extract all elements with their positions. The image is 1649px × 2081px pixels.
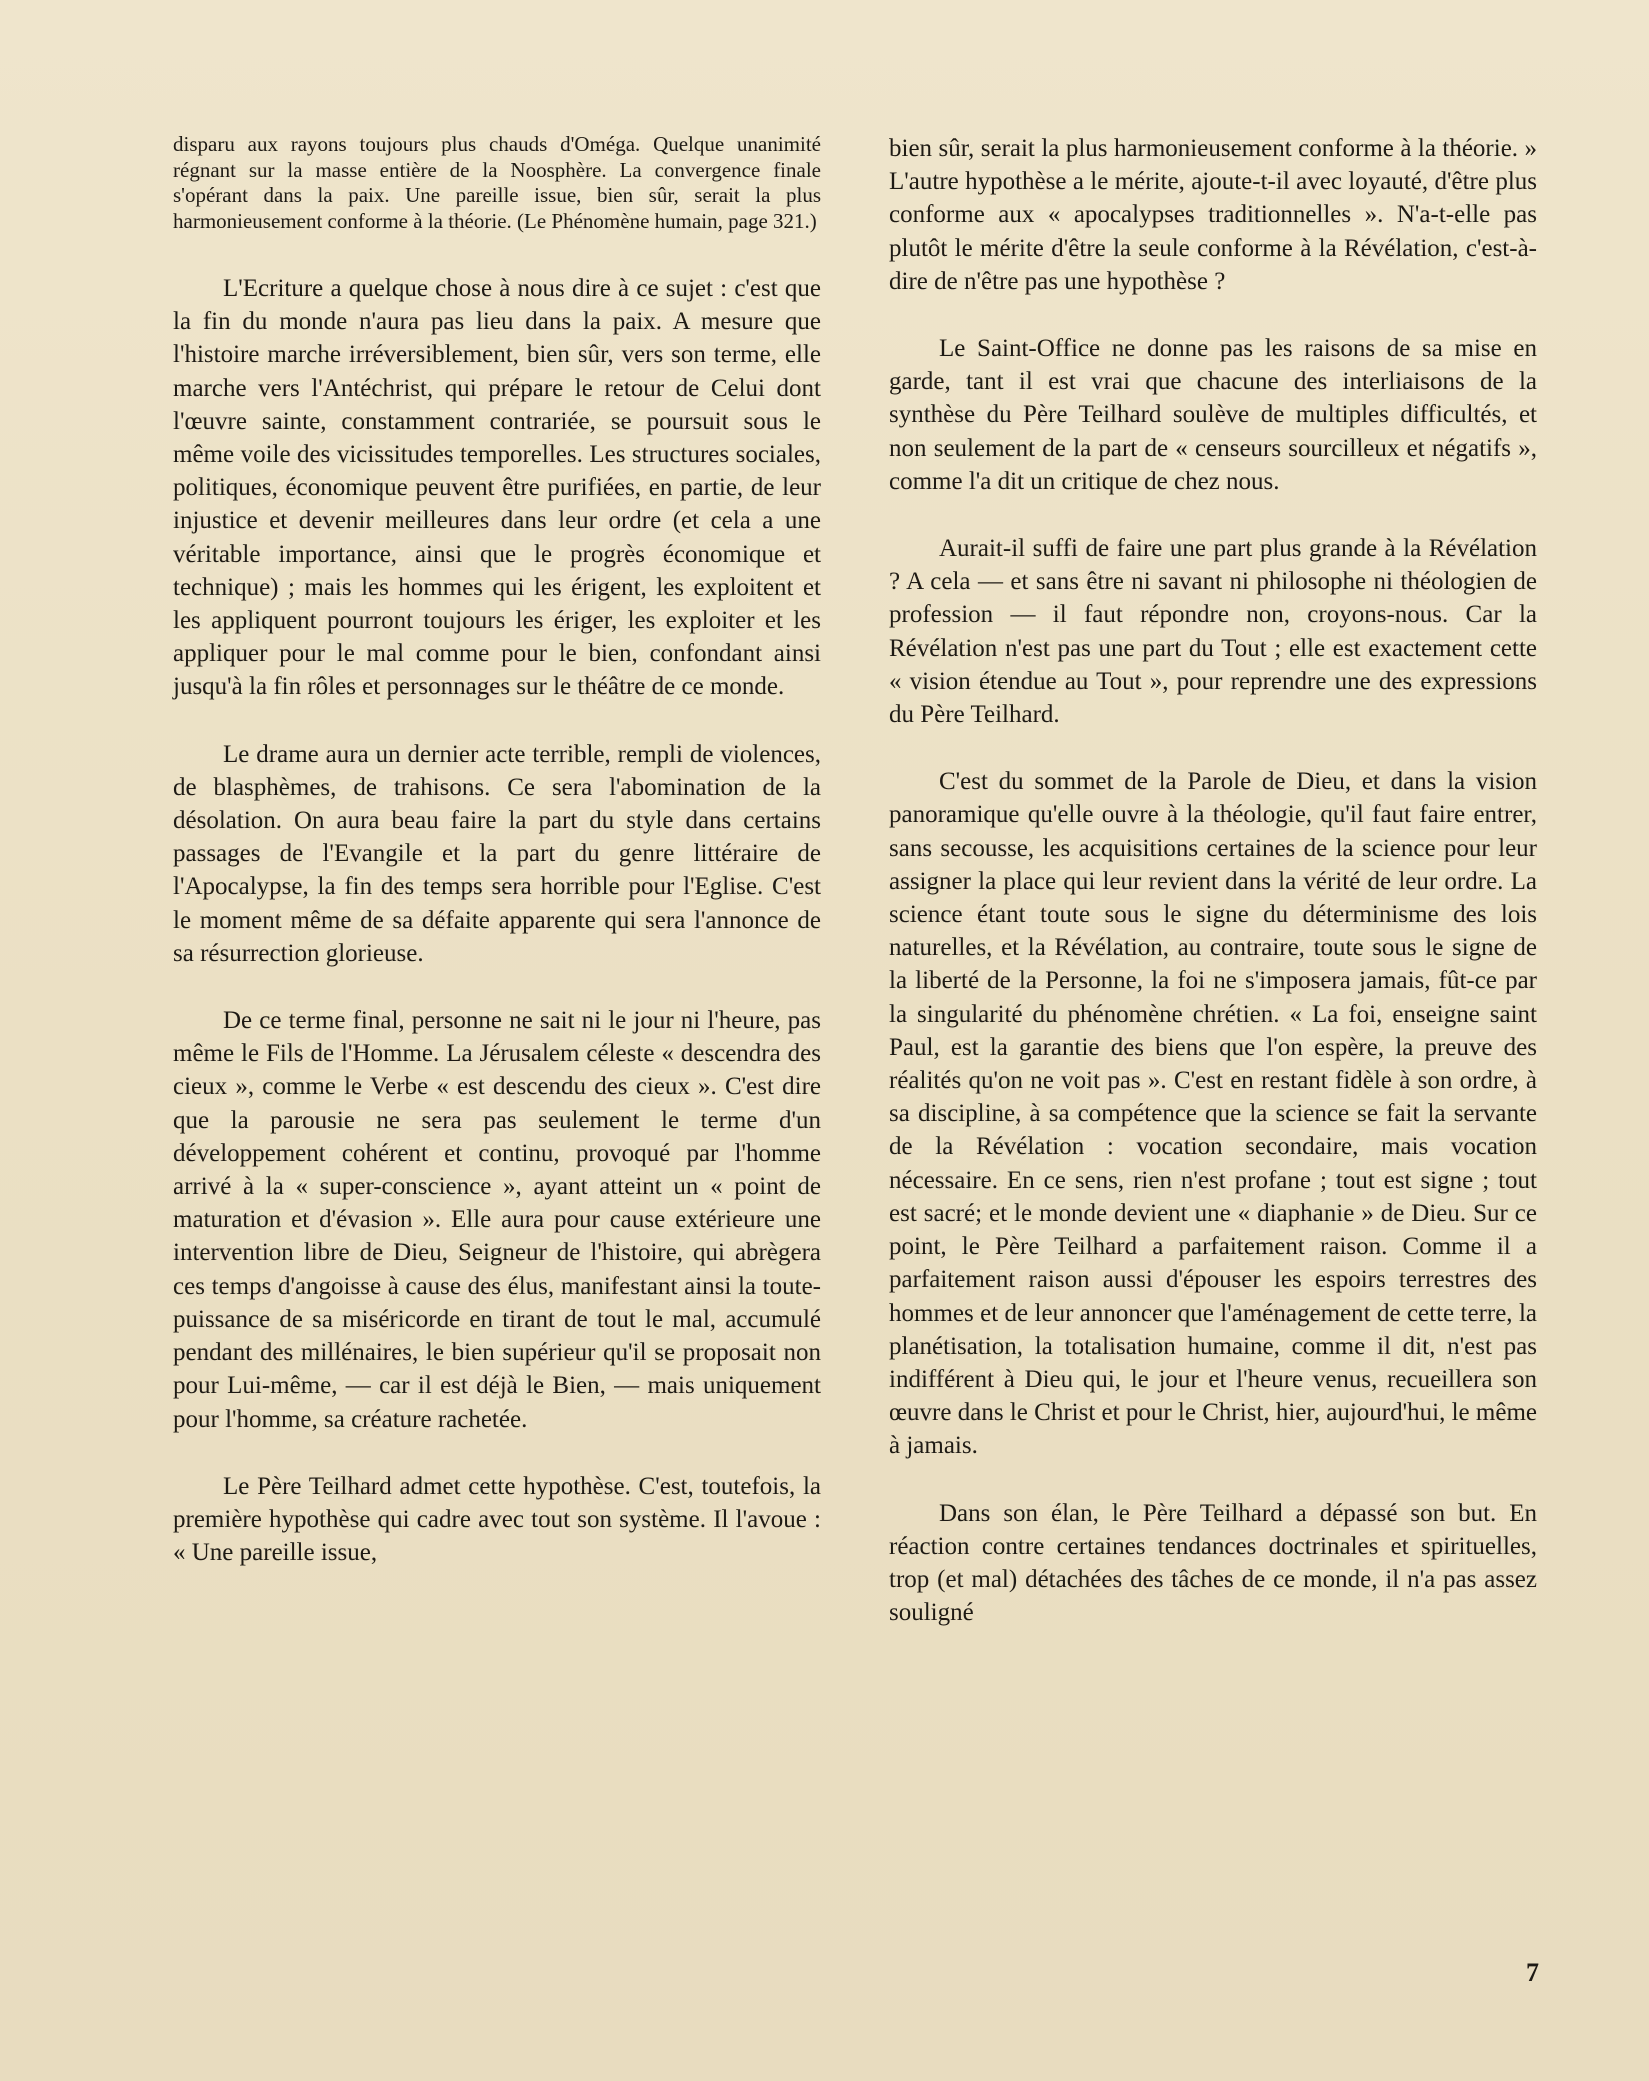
paragraph: De ce terme final, personne ne sait ni le jour ni l'heure, pas même le Fils de l'Homme. La Jérusalem céleste « descendra des cieux », comme le Verbe « est descendu des cieux ». C'est dire que la parousie ne sera pas seulement le terme d'un développement cohérent et continu, provoqué par l'homme arrivé à la « super-conscience », ayant atteint un « point de maturation et d'évasion ». Elle aura pour cause extérieure une intervention libre de Dieu, Seigneur de l'histoire, qui abrègera ces temps d'angoisse à cause des élus, manifestant ainsi la toute-puissance de sa miséricorde en tirant de tout le mal, accumulé pendant des millénaires, le bien supérieur qu'il se proposait non pour Lui-même, — car il est déjà le Bien, — mais uniquement pour l'homme, sa créature rachetée. bbox=[173, 1007, 821, 1433]
paragraph: Dans son élan, le Père Teilhard a dépassé son but. En réaction contre certaines tendances doctrinales et spirituelles, trop (et mal) détachées des tâches de ce monde, il n'a pas assez souligné bbox=[889, 1499, 1537, 1627]
block-quote: disparu aux rayons toujours plus chauds d'Oméga. Quelque unanimité régnant sur la masse entière de la Noosphère. La convergence finale s'opérant dans la paix. Une pareille issue, bien sûr, serait la plus harmonieusement conforme à la théorie. (Le Phénomène humain, page 321.) bbox=[173, 132, 821, 233]
paragraph: C'est du sommet de la Parole de Dieu, et dans la vision panoramique qu'elle ouvre à la théologie, qu'il faut faire entrer, sans secousse, les acquisitions certaines de la science pour leur assigner la place qui leur revient dans la vérité de leur ordre. La science étant toute sous le signe du déterminisme des lois naturelles, et la Révélation, au contraire, toute sous le signe de la liberté de la Personne, la foi ne s'imposera jamais, fût-ce par la singularité du phénomène chrétien. « La foi, enseigne saint Paul, est la garantie des biens que l'on espère, la preuve des réalités qu'on ne voit pas ». C'est en restant fidèle à son ordre, à sa discipline, à sa compétence que la science se fait la servante de la Révélation : vocation secondaire, mais vocation nécessaire. En ce sens, rien n'est profane ; tout est signe ; tout est sacré; et le monde devient une « diaphanie » de Dieu. Sur ce point, le Père Teilhard a parfaitement raison. Comme il a parfaitement raison aussi d'épouser les espoirs terrestres des hommes et de leur annoncer que l'aménagement de cette terre, la planétisation, la totalisation humaine, comme il dit, n'est pas indifférent à Dieu qui, le jour et l'heure venus, recueillera son œuvre dans le Christ et pour le Christ, hier, aujourd'hui, le même à jamais. bbox=[889, 768, 1537, 1460]
page-number: 7 bbox=[1526, 1958, 1539, 1987]
paragraph: Aurait-il suffi de faire une part plus grande à la Révélation ? A cela — et sans être ni savant ni philosophe ni théologien de profession — il faut répondre non, croyons-nous. Car la Révélation n'est pas une part du Tout ; elle est exactement cette « vision étendue au Tout », pour reprendre une des expressions du Père Teilhard. bbox=[889, 535, 1537, 729]
paragraph: L'Ecriture a quelque chose à nous dire à ce sujet : c'est que la fin du monde n'aura pas lieu dans la paix. A mesure que l'histoire marche irréversiblement, bien sûr, vers son terme, elle marche vers l'Antéchrist, qui prépare le retour de Celui dont l'œuvre sainte, constamment contrariée, se poursuit sous le même voile des vicissitudes temporelles. Les structures sociales, politiques, économique peuvent être purifiées, en partie, de leur injustice et devenir meilleures dans leur ordre (et cela a une véritable importance, ainsi que le progrès économique et technique) ; mais les hommes qui les érigent, les exploitent et les appliquent pourront toujours les ériger, les exploiter et les appliquer pour le mal comme pour le bien, confondant ainsi jusqu'à la fin rôles et personnages sur le théâtre de ce monde. bbox=[173, 275, 821, 701]
paragraph: bien sûr, serait la plus harmonieusement conforme à la théorie. » L'autre hypothèse a le mérite, ajoute-t-il avec loyauté, d'être plus conforme aux « apocalypses traditionnelles ». N'a-t-elle pas plutôt le mérite d'être la seule conforme à la Révélation, c'est-à-dire de n'être pas une hypothèse ? bbox=[889, 135, 1537, 295]
paragraph: Le Saint-Office ne donne pas les raisons de sa mise en garde, tant il est vrai que chacune des interliaisons de la synthèse du Père Teilhard soulève de multiples difficultés, et non seulement de la part de « censeurs sourcilleux et négatifs », comme l'a dit un critique de chez nous. bbox=[889, 335, 1537, 495]
paragraph: Le Père Teilhard admet cette hypothèse. C'est, toutefois, la première hypothèse qui cadre avec tout son système. Il l'avoue : « Une pareille issue, bbox=[173, 1472, 821, 1567]
paragraph: Le drame aura un dernier acte terrible, rempli de violences, de blasphèmes, de trahisons. Ce sera l'abomination de la désolation. On aura beau faire la part du style dans certains passages de l'Evangile et la part du genre littéraire de l'Apocalypse, la fin des temps sera horrible pour l'Eglise. C'est le moment même de sa défaite apparente qui sera l'annonce de sa résurrection glorieuse. bbox=[173, 740, 821, 967]
right-column bbox=[889, 132, 1537, 1663]
left-column bbox=[173, 132, 821, 1603]
